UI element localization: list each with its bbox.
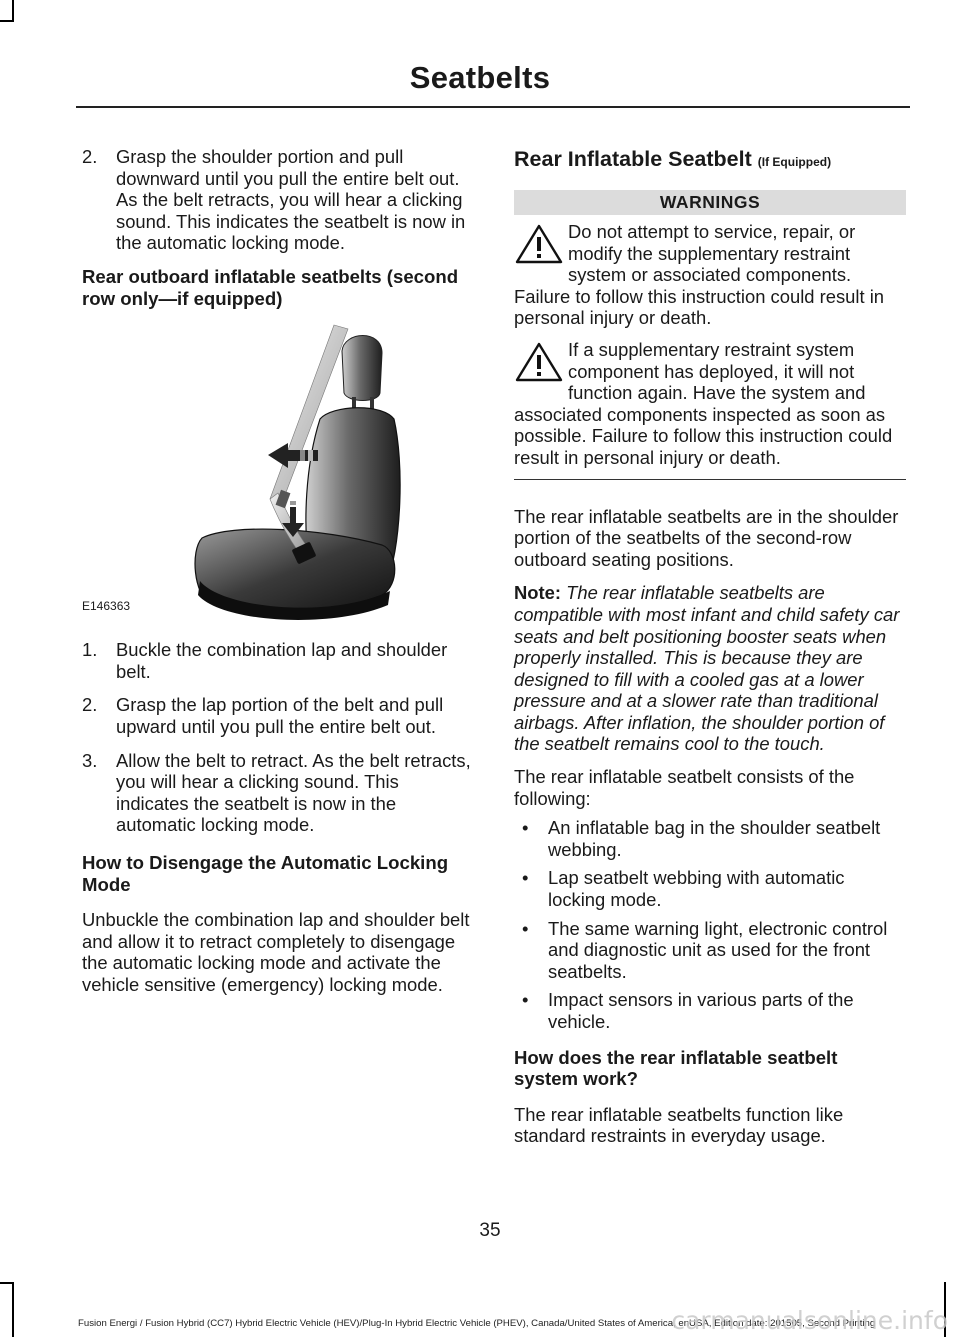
footer-text: Fusion Energi / Fusion Hybrid (CC7) Hybrid Electric Vehicle (HEV)/Plug-In Hybrid Electric Vehicle (PHEV), Canada/United States of America, enUSA, Edition date: 201505, Second Printing [78,1318,876,1329]
bullet-dot: • [522,989,529,1011]
list-item [514,817,906,860]
bullet-dot: • [522,817,529,839]
warning-text: If a supplementary restraint system component has deployed, it will not function again. Have the system and associated components inspected as soon as possible. Failure to follow this instruction could result in personal injury or death. [514,338,893,468]
bullet-dot: • [522,867,529,889]
section-heading-disengage: How to Disengage the Automatic Locking Mode [82,851,449,895]
heading-main: Rear Inflatable Seatbelt [514,147,752,171]
warning-item [514,221,906,329]
left-column [82,146,474,1007]
warnings-label: WARNINGS [514,190,906,215]
warning-item [514,339,906,469]
header-divider [76,106,910,108]
warning-text: Do not attempt to service, repair, or modify the supplementary restraint system or associated components. Failure to follow this instruction could result in personal injury or death. [514,221,885,329]
list-item-text: The same warning light, electronic control and diagnostic unit as used for the front seatbelts. [548,917,888,982]
intro-paragraph: The rear inflatable seatbelts are in the shoulder portion of the seatbelts of the second-row outboard seating positions. [514,505,899,570]
step-text: Grasp the lap portion of the belt and pull upward until you pull the entire belt out. [116,694,444,737]
step-number: 1. [82,639,98,661]
step-number: 2. [82,146,98,167]
figure-code: E146363 [82,599,131,614]
note-paragraph [514,582,906,755]
list-item-text: An inflatable bag in the shoulder seatbelt webbing. [548,817,881,860]
step-text: Allow the belt to retract. As the belt retracts, you will hear a clicking sound. This indicates the seatbelt is now in the automatic locking mode. [116,749,471,836]
step-number: 2. [82,694,98,716]
disengage-paragraph: Unbuckle the combination lap and shoulder belt and allow it to retract completely to disengage the automatic locking mode and activate the vehicle sensitive (emergency) locking mode. [82,909,470,995]
section-heading-rear-inflatable [514,146,906,175]
section-heading-inflatable-seatbelts: Rear outboard inflatable seatbelts (second row only—if equipped) [82,265,459,309]
consists-paragraph: The rear inflatable seatbelt consists of the following: [514,766,855,809]
step-item [82,750,474,836]
watermark: carmanualsonline.info [671,1306,948,1335]
list-item [514,918,906,983]
crop-mark-bottom-left-v [12,1282,14,1337]
step-number: 3. [82,749,98,771]
step-item [82,639,474,682]
step-text: Buckle the combination lap and shoulder belt. [116,639,448,682]
list-item-text: Impact sensors in various parts of the vehicle. [548,989,854,1032]
warning-triangle-icon [514,339,568,401]
page-number: 35 [479,1220,501,1241]
function-paragraph: The rear inflatable seatbelts function like standard restraints in everyday usage. [514,1103,844,1147]
note-text: The rear inflatable seatbelts are compatible with most infant and child safety car seats and belt positioning booster seats when properly installed. This is because they are designed to fill with a cooled gas at a lower pressure and at a slower rate than traditional airbags. After inflation, the shoulder portion of the seatbelt remains cool to the touch. [514,582,900,755]
warning-triangle-icon [514,221,568,283]
bullet-dot: • [522,917,529,939]
warnings-divider [514,479,906,480]
list-item [514,989,906,1032]
note-label: Note: [514,582,561,604]
list-item [514,867,906,910]
intro-step [82,146,474,254]
seat-belt-illustration [82,323,474,621]
crop-mark-top-left-h [0,20,14,22]
seat-illustration [82,323,474,621]
crop-mark-top-left-v [12,0,14,22]
list-item-text: Lap seatbelt webbing with automatic locking mode. [548,867,845,911]
page-title: Seatbelts [409,60,551,95]
heading-suffix: (If Equipped) [757,155,832,169]
section-heading-how-it-works: How does the rear inflatable seatbelt system work? [514,1046,838,1090]
step-item [82,694,474,737]
step-text: Grasp the shoulder portion and pull downward until you pull the entire belt out. As the belt retracts, you will hear a clicking sound. This indicates the seatbelt is now in the automatic locking mode. [116,146,466,254]
crop-mark-bottom-left-h [0,1282,14,1284]
right-column [514,146,906,1159]
